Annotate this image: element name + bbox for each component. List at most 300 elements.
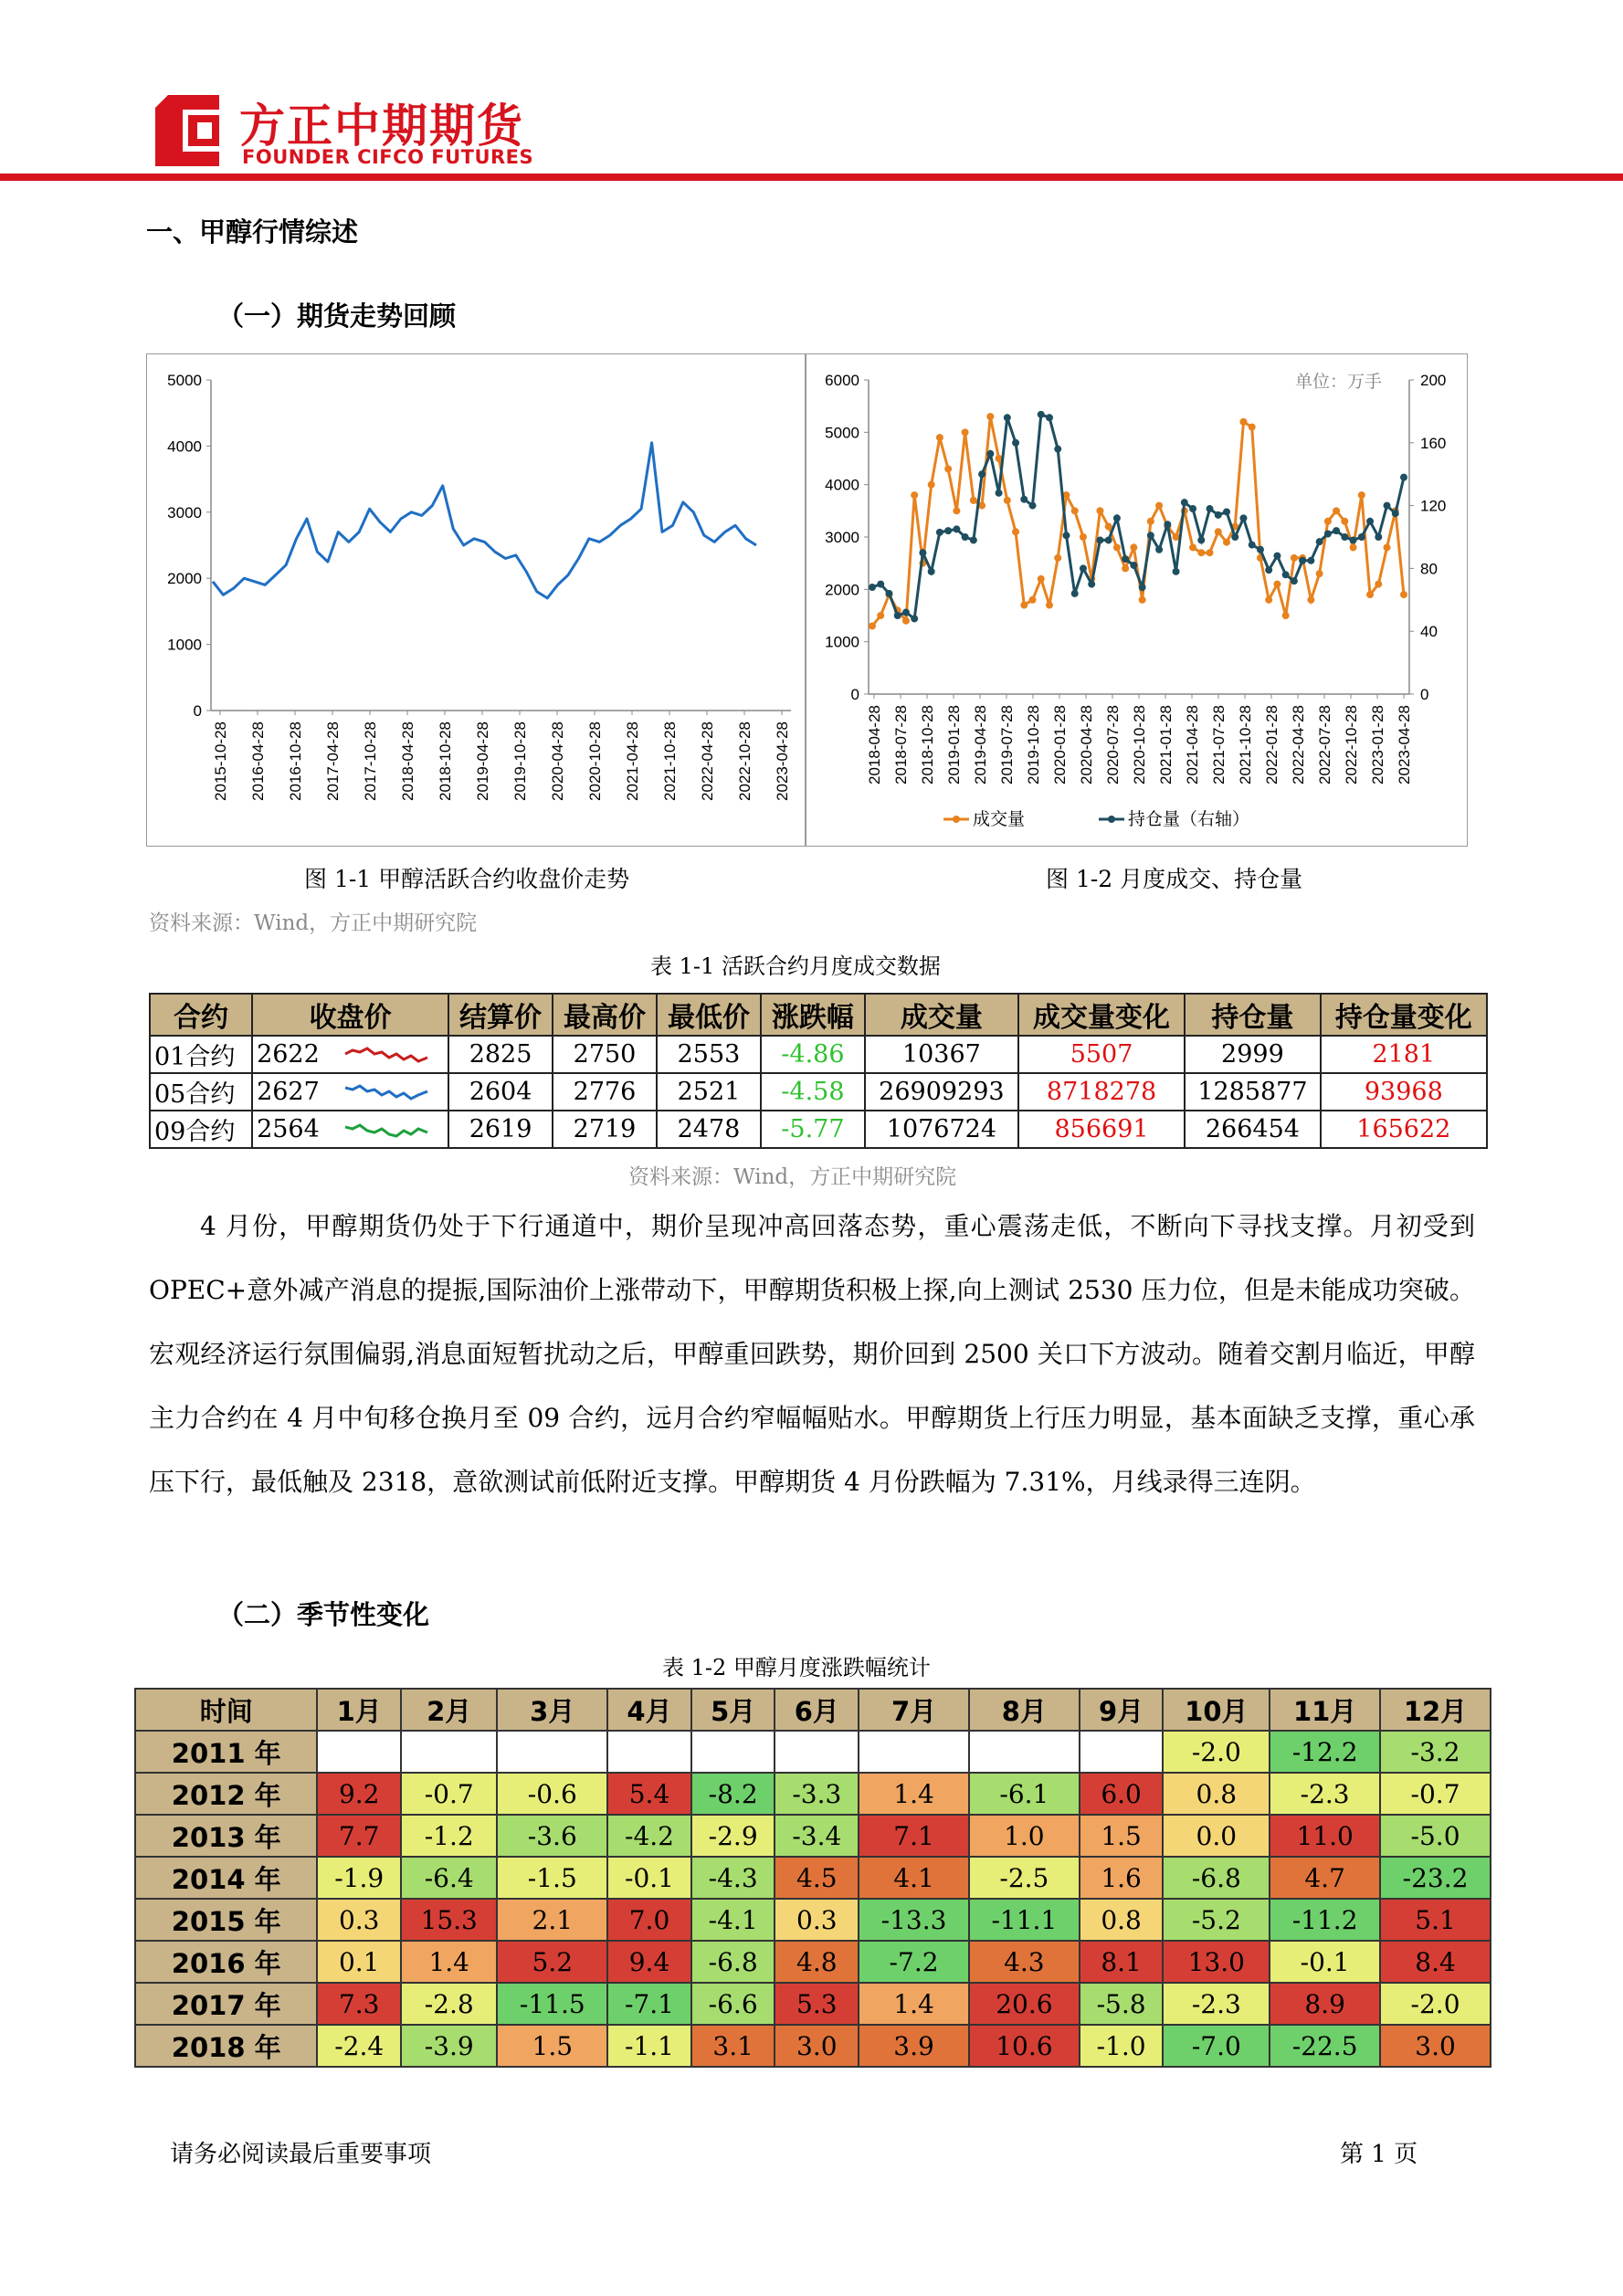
monthly-change-cell: 1.4 [859, 1773, 969, 1815]
table1-cell: 2719 [553, 1111, 657, 1148]
fig2-series-point [1223, 508, 1230, 515]
fig2-x-tick-label: 2019-01-28 [945, 705, 963, 785]
fig2-right-tick-label: 40 [1420, 623, 1438, 641]
monthly-change-cell [859, 1731, 969, 1773]
fig2-series-point [1105, 536, 1112, 543]
table1-cell: 93968 [1321, 1073, 1487, 1111]
fig2-left-tick-label: 0 [850, 686, 859, 703]
fig2-series-point [953, 525, 960, 532]
table1-cell [252, 1111, 448, 1148]
table2-row [135, 1731, 1491, 1773]
monthly-change-cell: -6.4 [401, 1857, 497, 1899]
table1-cell: 2999 [1185, 1036, 1320, 1073]
table2-header-cell: 5月 [691, 1689, 775, 1731]
fig2-series-point [1324, 518, 1332, 525]
fig2-series-point [1384, 502, 1391, 510]
fig2-series-point [902, 617, 910, 625]
fig2-series-point [1207, 549, 1214, 556]
fig1-x-tick-label: 2017-04-28 [324, 721, 342, 801]
monthly-change-cell: -2.0 [1380, 1983, 1491, 2025]
monthly-change-cell: -2.4 [317, 2025, 401, 2067]
table1-cell: 2478 [657, 1111, 761, 1148]
close-price: 2564 [257, 1114, 320, 1143]
table1-row [150, 1073, 1487, 1111]
monthly-change-cell: -6.1 [969, 1773, 1080, 1815]
table1-cell: -5.77 [761, 1111, 865, 1148]
header-divider [0, 174, 1623, 181]
monthly-change-cell: 0.8 [1163, 1773, 1270, 1815]
monthly-change-cell: 13.0 [1163, 1941, 1270, 1983]
table1-cell: 09合约 [150, 1111, 252, 1148]
fig2-volume-oi-chart [806, 354, 1467, 846]
fig2-series-point [1038, 411, 1045, 418]
fig1-x-tick-label: 2018-10-28 [437, 721, 454, 801]
table1-header-cell: 涨跌幅 [761, 994, 865, 1036]
fig2-series-point [1189, 505, 1196, 512]
table1-header-cell: 最高价 [553, 994, 657, 1036]
fig2-series-point [1113, 543, 1121, 551]
table1-header-cell: 成交量 [865, 994, 1018, 1036]
sparkline-icon [343, 1079, 430, 1106]
fig2-series-point [1273, 581, 1280, 588]
table2-header-cell: 12月 [1380, 1689, 1491, 1731]
monthly-change-cell [607, 1731, 691, 1773]
monthly-change-cell: 9.4 [607, 1941, 691, 1983]
subsection-title-futures: （一）期货走势回顾 [217, 300, 457, 332]
monthly-change-cell: -0.7 [401, 1773, 497, 1815]
monthly-change-cell: -2.5 [969, 1857, 1080, 1899]
fig1-x-tick-label: 2016-10-28 [287, 721, 304, 801]
fig2-series-point [1291, 554, 1298, 562]
fig2-series-point [962, 428, 969, 436]
fig2-series-point [1366, 518, 1374, 525]
fig2-series-point [1164, 521, 1171, 528]
close-price: 2627 [257, 1077, 320, 1106]
fig2-series-point [1249, 542, 1256, 549]
fig2-x-tick-label: 2023-04-28 [1396, 705, 1413, 785]
fig2-series-point [944, 465, 952, 472]
fig2-x-tick-label: 2018-04-28 [866, 705, 883, 785]
fig2-series-line [872, 415, 1404, 619]
fig1-x-tick-label: 2021-04-28 [624, 721, 641, 801]
monthly-change-cell: -2.0 [1163, 1731, 1270, 1773]
fig2-x-tick-label: 2018-07-28 [892, 705, 910, 785]
table2-header-cell: 4月 [607, 1689, 691, 1731]
fig2-series-point [1282, 571, 1290, 578]
fig1-x-tick-label: 2016-04-28 [249, 721, 267, 801]
monthly-change-cell: 0.3 [775, 1899, 859, 1941]
fig2-series-point [1316, 570, 1323, 577]
table2-row [135, 1941, 1491, 1983]
monthly-change-cell: 0.3 [317, 1899, 401, 1941]
fig2-x-tick-label: 2021-07-28 [1210, 705, 1228, 785]
fig2-series-point [1130, 543, 1137, 551]
fig2-series-point [1392, 510, 1399, 517]
fig2-x-tick-label: 2022-01-28 [1263, 705, 1280, 785]
fig2-caption: 图 1-2 月度成交、持仓量 [1046, 866, 1303, 892]
fig2-series-point [1366, 591, 1374, 598]
fig2-series-point [1147, 532, 1154, 539]
fig2-series-point [1341, 518, 1348, 525]
monthly-change-cell: -3.6 [497, 1815, 607, 1857]
fig2-x-tick-label: 2020-07-28 [1104, 705, 1122, 785]
fig2-series-point [1029, 502, 1037, 510]
fig2-series-point [1054, 446, 1061, 453]
monthly-change-cell: 6.0 [1080, 1773, 1164, 1815]
monthly-change-cell: 10.6 [969, 2025, 1080, 2067]
monthly-change-cell: -6.8 [1163, 1857, 1270, 1899]
monthly-change-cell: -1.5 [497, 1857, 607, 1899]
monthly-change-cell: -5.8 [1080, 1983, 1164, 2025]
fig2-series-point [1197, 549, 1205, 556]
fig2-series-point [1012, 439, 1019, 447]
fig2-series-point [1324, 531, 1332, 538]
table1-cell: 1285877 [1185, 1073, 1320, 1111]
fig2-x-tick-label: 2020-01-28 [1051, 705, 1069, 785]
fig2-series-point [1062, 532, 1070, 539]
fig2-series-point [1316, 538, 1323, 545]
monthly-change-cell: -0.1 [607, 1857, 691, 1899]
year-cell: 2016 年 [135, 1941, 317, 1983]
fig2-x-tick-label: 2021-01-28 [1157, 705, 1175, 785]
fig2-series-point [1029, 596, 1037, 604]
monthly-change-cell: 4.7 [1270, 1857, 1380, 1899]
fig2-legend-marker [953, 816, 960, 823]
fig2-series-point [911, 491, 918, 499]
fig2-series-point [869, 584, 876, 591]
monthly-change-cell: 1.0 [969, 1815, 1080, 1857]
fig2-series-point [1080, 533, 1087, 541]
table1-cell: 5507 [1018, 1036, 1185, 1073]
fig1-chart-box [146, 353, 806, 847]
fig2-series-point [1139, 584, 1146, 591]
fig2-series-point [1181, 499, 1188, 506]
monthly-change-cell: 2.1 [497, 1899, 607, 1941]
monthly-change-cell: -2.3 [1163, 1983, 1270, 2025]
monthly-change-cell: -7.0 [1163, 2025, 1270, 2067]
monthly-change-cell: -23.2 [1380, 1857, 1491, 1899]
fig2-series-point [1239, 514, 1247, 521]
table1-row [150, 1036, 1487, 1073]
monthly-change-cell: 9.2 [317, 1773, 401, 1815]
fig2-series-point [1096, 507, 1103, 514]
fig1-y-tick-label: 0 [193, 702, 202, 720]
fig1-x-tick-label: 2022-04-28 [699, 721, 716, 801]
logo-text-en: FOUNDER CIFCO FUTURES [242, 146, 534, 168]
fig2-x-tick-label: 2023-01-28 [1369, 705, 1386, 785]
table1-header-cell: 合约 [150, 994, 252, 1036]
fig2-series-point [1046, 414, 1053, 421]
fig2-series-point [1375, 581, 1382, 588]
fig2-series-point [902, 609, 910, 616]
fig2-series-point [1122, 555, 1129, 563]
monthly-change-cell [317, 1731, 401, 1773]
table1-cell: 1076724 [865, 1111, 1018, 1148]
year-cell: 2014 年 [135, 1857, 317, 1899]
fig1-x-tick-label: 2022-10-28 [736, 721, 754, 801]
fig2-left-tick-label: 1000 [825, 633, 859, 651]
table2-header-row [135, 1689, 1491, 1731]
fig2-series-point [953, 507, 960, 514]
table2-header-cell: 3月 [497, 1689, 607, 1731]
table2-row [135, 1815, 1491, 1857]
fig2-series-point [1130, 562, 1137, 569]
fig2-series-point [1012, 528, 1019, 535]
table1-cell: 165622 [1321, 1111, 1487, 1148]
monthly-change-cell: 4.5 [775, 1857, 859, 1899]
fig2-series-point [1080, 564, 1087, 572]
table1-cell: 01合约 [150, 1036, 252, 1073]
fig2-series-point [1307, 557, 1314, 564]
monthly-change-cell: -3.2 [1380, 1731, 1491, 1773]
fig2-legend-label: 成交量 [973, 809, 1026, 829]
monthly-change-cell: -6.6 [691, 1983, 775, 2025]
fig2-series-point [1189, 543, 1196, 551]
fig1-x-tick-label: 2019-10-28 [511, 721, 529, 801]
monthly-change-cell: -2.3 [1270, 1773, 1380, 1815]
table1-cell: 2553 [657, 1036, 761, 1073]
year-cell: 2011 年 [135, 1731, 317, 1773]
monthly-change-cell [401, 1731, 497, 1773]
fig2-series-point [877, 581, 884, 588]
fig2-series-point [1265, 596, 1272, 604]
fig2-series-point [1384, 543, 1391, 551]
fig2-right-tick-label: 80 [1420, 560, 1438, 578]
fig2-legend-marker [1108, 816, 1115, 823]
table2-header-cell: 时间 [135, 1689, 317, 1731]
fig2-series-point [1273, 553, 1280, 560]
fig1-price-chart [147, 354, 805, 846]
monthly-change-cell: 8.4 [1380, 1941, 1491, 1983]
fig2-series-point [1113, 514, 1121, 521]
table2-row [135, 1857, 1491, 1899]
source-note-table: 资料来源：Wind，方正中期研究院 [628, 1165, 957, 1189]
monthly-change-cell: -1.9 [317, 1857, 401, 1899]
monthly-change-cell [1080, 1731, 1164, 1773]
table2-header-cell: 6月 [775, 1689, 859, 1731]
monthly-change-cell: -5.2 [1163, 1899, 1270, 1941]
fig2-right-tick-label: 120 [1420, 497, 1447, 515]
fig2-series-point [1197, 536, 1205, 543]
fig2-series-point [1215, 511, 1222, 519]
fig1-y-tick-label: 3000 [167, 503, 202, 521]
monthly-change-cell: -5.0 [1380, 1815, 1491, 1857]
monthly-change-cell: 7.7 [317, 1815, 401, 1857]
fig2-series-point [911, 615, 918, 622]
monthly-change-cell: 4.3 [969, 1941, 1080, 1983]
fig2-series-point [1231, 533, 1238, 541]
section-title: 一、甲醇行情综述 [146, 216, 359, 248]
fig2-x-tick-label: 2020-04-28 [1078, 705, 1095, 785]
table1-caption: 表 1-1 活跃合约月度成交数据 [650, 953, 941, 979]
fig2-legend-label: 持仓量（右轴） [1128, 809, 1250, 829]
monthly-change-cell: 3.0 [1380, 2025, 1491, 2067]
fig2-series-point [1341, 533, 1348, 541]
monthly-change-cell: 5.4 [607, 1773, 691, 1815]
year-cell: 2012 年 [135, 1773, 317, 1815]
fig2-series-point [1223, 539, 1230, 546]
table2-header-cell: 10月 [1163, 1689, 1270, 1731]
fig2-series-point [919, 549, 926, 556]
table1-cell: 2750 [553, 1036, 657, 1073]
monthly-change-table [134, 1688, 1491, 2068]
monthly-change-cell: 3.0 [775, 2025, 859, 2067]
sparkline-icon [343, 1041, 430, 1069]
table1-cell: 26909293 [865, 1073, 1018, 1111]
fig1-price-line [213, 443, 756, 598]
fig2-series-point [1105, 523, 1112, 531]
fig1-x-tick-label: 2023-04-28 [774, 721, 791, 801]
monthly-change-cell: 0.0 [1163, 1815, 1270, 1857]
fig2-series-point [1350, 536, 1357, 543]
table1-cell: -4.58 [761, 1073, 865, 1111]
monthly-change-cell [497, 1731, 607, 1773]
fig2-series-point [1096, 536, 1103, 543]
monthly-change-cell: 4.1 [859, 1857, 969, 1899]
fig2-left-tick-label: 4000 [825, 476, 859, 494]
fig2-series-point [1054, 554, 1061, 562]
fig2-series-point [936, 434, 943, 441]
monthly-change-cell [691, 1731, 775, 1773]
fig2-series-point [1046, 602, 1053, 609]
page-number: 第 1 页 [1340, 2141, 1418, 2168]
fig2-x-tick-label: 2021-10-28 [1237, 705, 1254, 785]
table1-cell: 10367 [865, 1036, 1018, 1073]
monthly-change-cell: -0.7 [1380, 1773, 1491, 1815]
table1-header-cell: 持仓量 [1185, 994, 1320, 1036]
monthly-change-cell: 0.1 [317, 1941, 401, 1983]
monthly-change-cell: -4.3 [691, 1857, 775, 1899]
fig2-unit-label: 单位：万手 [1295, 372, 1383, 392]
sparkline-path [345, 1086, 427, 1099]
table1-header-cell: 最低价 [657, 994, 761, 1036]
table1-header-cell: 收盘价 [252, 994, 448, 1036]
monthly-change-cell: 11.0 [1270, 1815, 1380, 1857]
fig2-series-point [970, 536, 977, 543]
subsection-title-seasonal: （二）季节性变化 [217, 1599, 430, 1630]
fig2-series-point [1147, 518, 1154, 525]
fig1-x-tick-label: 2015-10-28 [212, 721, 229, 801]
sparkline-icon [343, 1116, 430, 1143]
fig2-left-tick-label: 2000 [825, 581, 859, 599]
monthly-change-cell: 3.1 [691, 2025, 775, 2067]
table1-cell: 2521 [657, 1073, 761, 1111]
monthly-change-cell: -13.3 [859, 1899, 969, 1941]
fig2-x-tick-label: 2022-07-28 [1316, 705, 1333, 785]
year-cell: 2015 年 [135, 1899, 317, 1941]
monthly-change-cell: 5.3 [775, 1983, 859, 2025]
fig2-x-tick-label: 2022-04-28 [1290, 705, 1307, 785]
fig2-series-point [869, 622, 876, 629]
fig1-y-tick-label: 1000 [167, 636, 202, 654]
table2-row [135, 1773, 1491, 1815]
table1-cell [252, 1036, 448, 1073]
fig2-series-point [1257, 546, 1264, 553]
monthly-change-cell: 7.0 [607, 1899, 691, 1941]
fig2-x-tick-label: 2018-10-28 [919, 705, 936, 785]
fig2-series-point [1020, 496, 1028, 503]
fig2-series-point [978, 470, 985, 478]
sparkline-path [345, 1125, 427, 1136]
company-logo-icon [155, 95, 219, 166]
fig2-series-point [1282, 612, 1290, 619]
table2-header-cell: 1月 [317, 1689, 401, 1731]
fig1-x-tick-label: 2019-04-28 [474, 721, 491, 801]
source-note-fig: 资料来源：Wind，方正中期研究院 [149, 911, 478, 935]
fig2-series-point [1400, 474, 1407, 481]
fig2-series-point [1173, 568, 1180, 575]
fig2-series-point [1265, 566, 1272, 574]
fig1-x-tick-label: 2017-10-28 [362, 721, 379, 801]
logo-text-cn: 方正中期期货 [239, 100, 524, 153]
fig2-series-point [1375, 533, 1382, 541]
monthly-change-cell: -6.8 [691, 1941, 775, 1983]
monthly-change-cell: -3.9 [401, 2025, 497, 2067]
monthly-change-cell: -12.2 [1270, 1731, 1380, 1773]
year-cell: 2017 年 [135, 1983, 317, 2025]
fig2-series-point [1020, 602, 1028, 609]
monthly-change-cell: 15.3 [401, 1899, 497, 1941]
monthly-change-cell: -3.3 [775, 1773, 859, 1815]
fig2-series-point [1004, 497, 1011, 504]
table1-cell: 2181 [1321, 1036, 1487, 1073]
fig2-series-point [1155, 546, 1163, 553]
fig2-series-point [928, 481, 935, 489]
table1-header-cell: 持仓量变化 [1321, 994, 1487, 1036]
footer-notice: 请务必阅读最后重要事项 [170, 2141, 432, 2168]
table2-row [135, 1983, 1491, 2025]
table1-row [150, 1111, 1487, 1148]
fig2-series-point [1239, 418, 1247, 426]
fig2-series-point [996, 490, 1003, 497]
monthly-change-cell: 8.1 [1080, 1941, 1164, 1983]
monthly-change-cell: -11.1 [969, 1899, 1080, 1941]
contract-trading-table [149, 993, 1488, 1149]
fig1-x-tick-label: 2020-10-28 [586, 721, 604, 801]
fig2-x-tick-label: 2019-10-28 [1025, 705, 1042, 785]
fig2-left-tick-label: 5000 [825, 424, 859, 442]
fig2-series-point [936, 529, 943, 536]
monthly-change-cell: -3.4 [775, 1815, 859, 1857]
close-price: 2622 [257, 1039, 320, 1069]
table1-cell: 266454 [1185, 1111, 1320, 1148]
fig2-right-tick-label: 0 [1420, 686, 1429, 703]
fig2-series-point [1088, 581, 1095, 588]
fig2-series-point [1215, 528, 1222, 535]
table1-cell [252, 1073, 448, 1111]
market-review-paragraph: 4 月份，甲醇期货仍处于下行通道中，期价呈现冲高回落态势，重心震荡走低，不断向下寻找支撑。月初受到 OPEC+意外减产消息的提振,国际油价上涨带动下，甲醇期货积极上探,向上测试 2530 压力位，但是未能成功突破。宏观经济运行氛围偏弱,消息面短暂扰动之后，甲醇重回跌势，期价回到 2500 关口下方波动。随着交割月临近，甲醇主力合约在 4 月中旬移仓换月至 09 合约，远月合约窄幅幅贴水。甲醇期货上行压力明显，基本面缺乏支撑，重心承压下行，最低触及 2318，意欲测试前低附近支撑。甲醇期货 4 月份跌幅为 7.31%，月线录得三连阴。 [149, 1211, 1475, 1497]
year-cell: 2013 年 [135, 1815, 317, 1857]
fig2-series-point [1155, 502, 1163, 510]
monthly-change-cell: 5.2 [497, 1941, 607, 1983]
table2-header-cell: 9月 [1080, 1689, 1164, 1731]
fig2-series-point [894, 612, 901, 619]
fig2-right-tick-label: 200 [1420, 372, 1447, 389]
fig1-x-tick-label: 2021-10-28 [661, 721, 679, 801]
fig2-chart-box [806, 353, 1468, 847]
fig2-series-point [1358, 533, 1365, 541]
fig2-series-point [944, 527, 952, 534]
monthly-change-cell: -1.2 [401, 1815, 497, 1857]
fig2-series-point [928, 568, 935, 575]
monthly-change-cell: 8.9 [1270, 1983, 1380, 2025]
table1-cell: 05合约 [150, 1073, 252, 1111]
table1-cell: 2825 [448, 1036, 553, 1073]
monthly-change-cell: -2.8 [401, 1983, 497, 2025]
fig2-series-point [1038, 575, 1045, 583]
monthly-change-cell: -4.2 [607, 1815, 691, 1857]
fig2-series-point [1004, 414, 1011, 421]
